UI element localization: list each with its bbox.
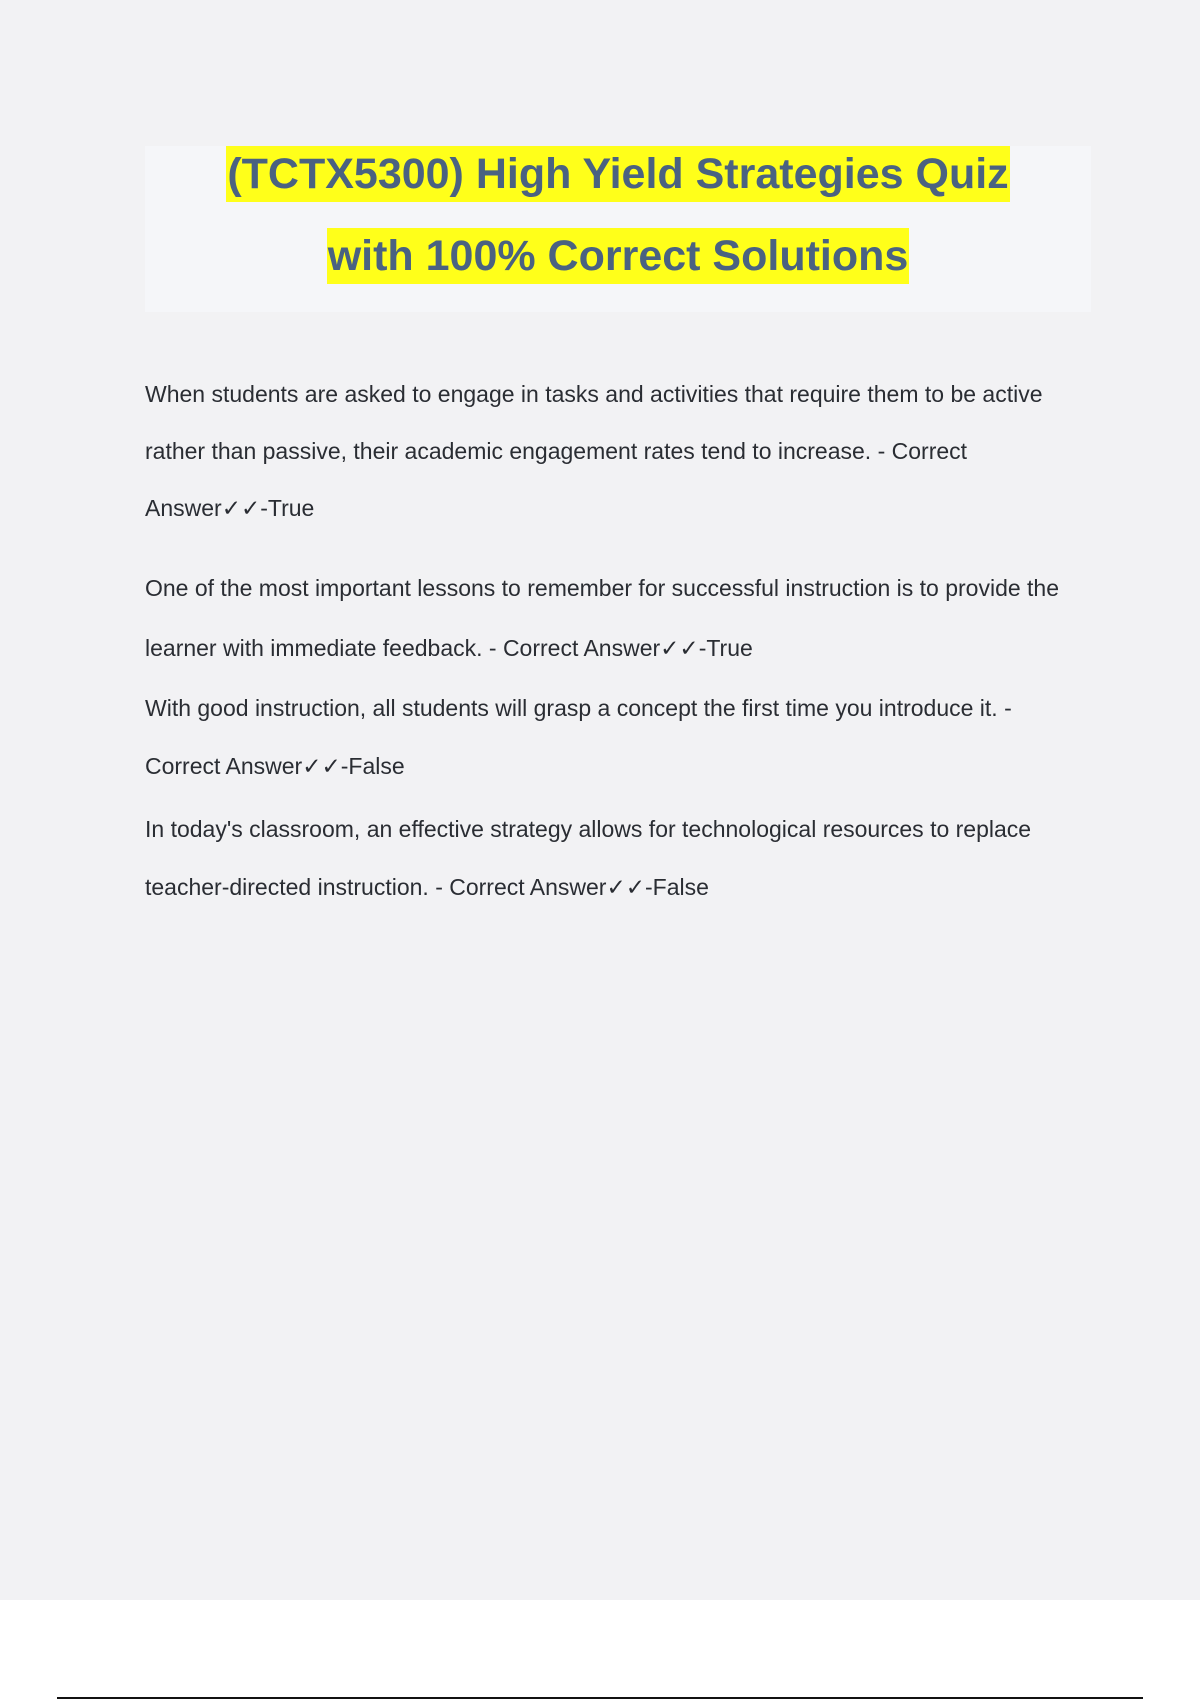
title-line-1-wrap [145, 146, 1091, 202]
footer-divider [57, 1697, 1143, 1699]
document-title-line-2: with 100% Correct Solutions [327, 228, 910, 284]
question-3: With good instruction, all students will grasp a concept the first time you introduce it. - Correct Answer✓✓-False [145, 695, 1012, 779]
question-1: When students are asked to engage in tasks and activities that require them to be active rather than passive, their academic engagement rates tend to increase. - Correct Answer✓✓-True [145, 381, 1043, 521]
title-line-2-wrap [145, 228, 1091, 284]
question-4: In today's classroom, an effective strategy allows for technological resources to replace teacher-directed instruction. - Correct Answer✓✓-False [145, 816, 1032, 900]
document-title-line-1: (TCTX5300) High Yield Strategies Quiz [226, 146, 1009, 202]
question-2: One of the most important lessons to remember for successful instruction is to provide the learner with immediate feedback. - Correct Answer✓✓-True [145, 575, 1060, 661]
